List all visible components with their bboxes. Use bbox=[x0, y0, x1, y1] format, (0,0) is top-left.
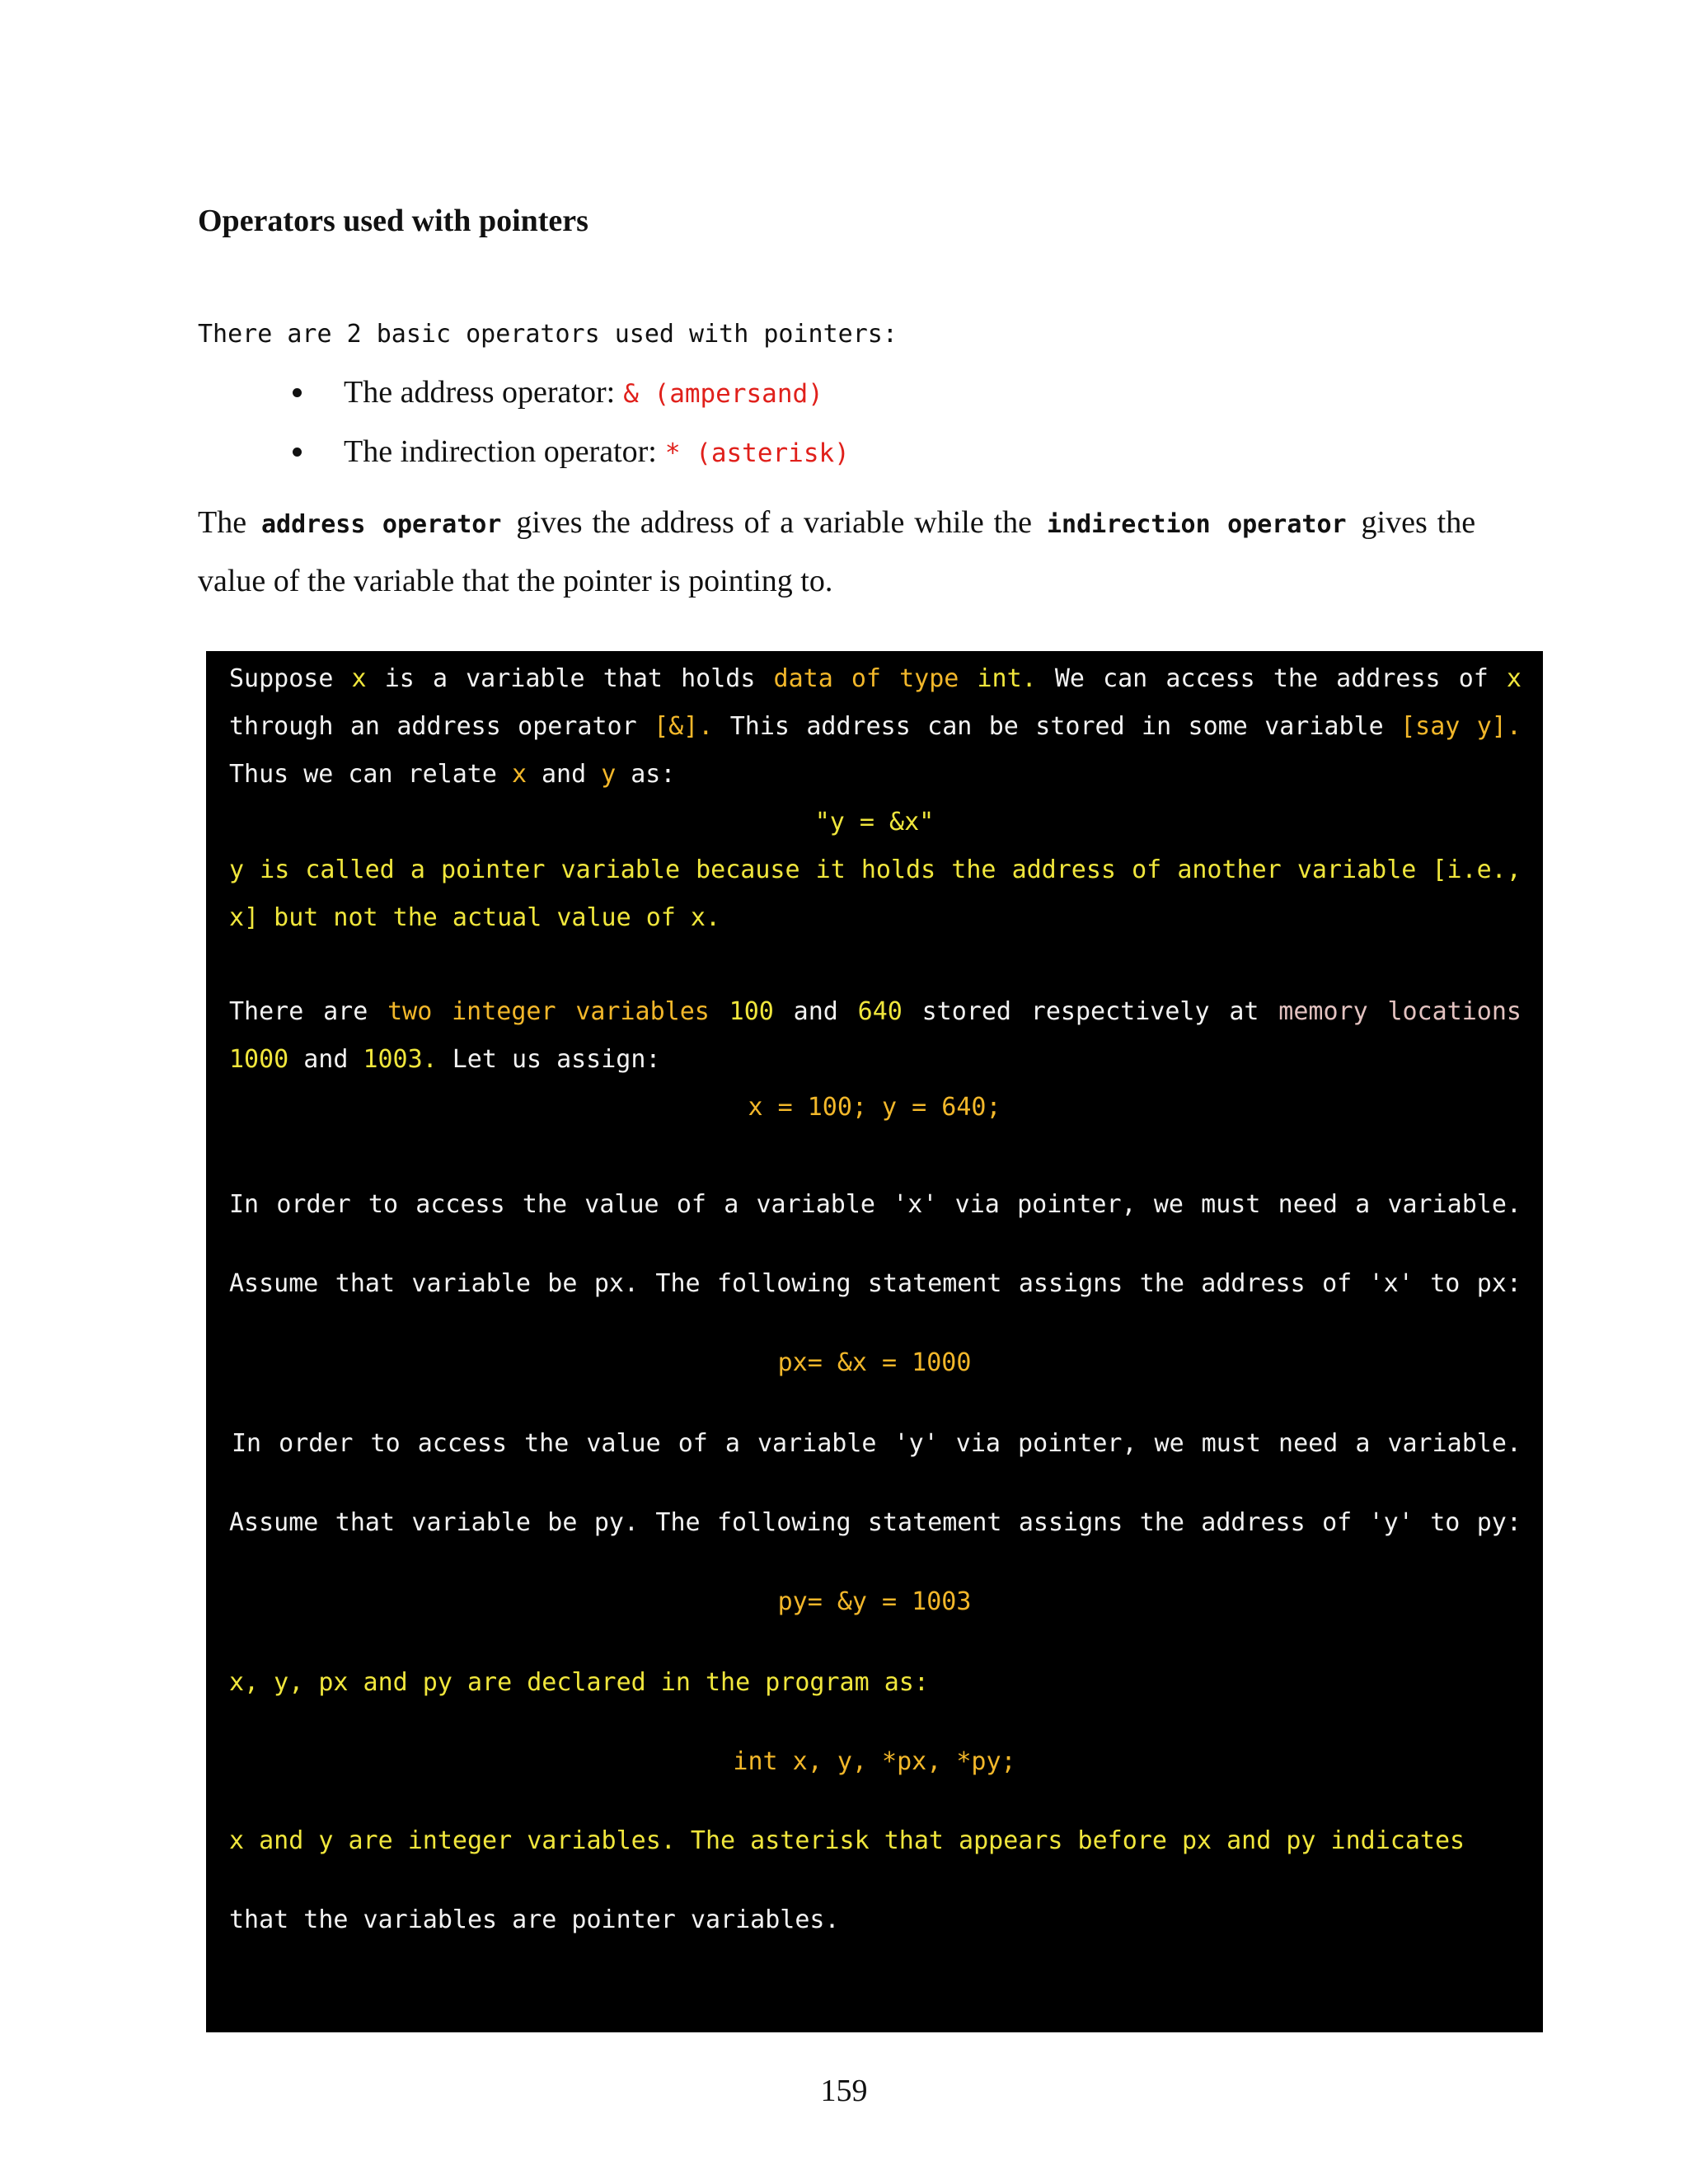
word: need bbox=[1278, 1429, 1339, 1458]
word: can bbox=[927, 712, 973, 741]
word: stored bbox=[1035, 712, 1125, 741]
code-line-3 bbox=[229, 758, 1522, 791]
code-line-8 bbox=[229, 1188, 1522, 1221]
list-item-code: & (ampersand) bbox=[623, 379, 823, 409]
word: a bbox=[1355, 1429, 1371, 1458]
code-line-4 bbox=[229, 854, 1522, 887]
list-item-text: The indirection operator: bbox=[344, 434, 657, 469]
word: [i.e., bbox=[1432, 855, 1522, 884]
code-line-2 bbox=[229, 710, 1522, 743]
word: is bbox=[384, 664, 415, 693]
code-line-5: x] but not the actual value of x. bbox=[229, 903, 721, 932]
page-number: 159 bbox=[820, 2074, 868, 2108]
word: 640 bbox=[857, 997, 903, 1026]
word: integer bbox=[452, 997, 556, 1026]
word: memory bbox=[1278, 997, 1368, 1026]
expression-declaration: int x, y, *px, *py; bbox=[733, 1747, 1016, 1776]
code-line-10 bbox=[232, 1427, 1522, 1460]
expression-y-equals-address-x: "y = &x" bbox=[814, 808, 935, 837]
word: variables bbox=[575, 997, 710, 1026]
paragraph-text: gives the address of a variable while the bbox=[516, 505, 1033, 540]
bullet-icon bbox=[293, 388, 302, 397]
word: [&]. bbox=[654, 712, 714, 741]
word: 100 bbox=[729, 997, 774, 1026]
word: the bbox=[951, 855, 996, 884]
list-item-code: * (asterisk) bbox=[664, 438, 850, 468]
word: are bbox=[323, 997, 368, 1026]
word: holds bbox=[860, 855, 936, 884]
word: because bbox=[696, 855, 800, 884]
word: Assume bbox=[229, 1508, 319, 1537]
word: 'x' bbox=[893, 1190, 938, 1219]
word: py. bbox=[593, 1508, 639, 1537]
word: and bbox=[542, 760, 587, 789]
word: address bbox=[396, 712, 501, 741]
word: a bbox=[432, 664, 448, 693]
word: variable bbox=[757, 1429, 877, 1458]
word: of bbox=[678, 1429, 708, 1458]
word: holds bbox=[681, 664, 756, 693]
word: a bbox=[724, 1429, 740, 1458]
word: y bbox=[601, 760, 617, 789]
word: is bbox=[260, 855, 290, 884]
word: 'y' bbox=[1368, 1508, 1414, 1537]
word: assigns bbox=[1018, 1508, 1123, 1537]
word: variable bbox=[411, 1269, 531, 1298]
word: that bbox=[335, 1508, 396, 1537]
word: called bbox=[305, 855, 395, 884]
word: be bbox=[988, 712, 1019, 741]
word: that bbox=[335, 1269, 396, 1298]
code-line-9 bbox=[229, 1268, 1522, 1301]
word: respectively bbox=[1030, 997, 1210, 1026]
word: be bbox=[547, 1269, 578, 1298]
word: Let bbox=[452, 1045, 497, 1074]
word: the bbox=[524, 1429, 570, 1458]
word: as: bbox=[631, 760, 676, 789]
word: int. bbox=[977, 664, 1037, 693]
word: px. bbox=[593, 1269, 639, 1298]
word: variable bbox=[411, 1508, 531, 1537]
word: address bbox=[1201, 1269, 1306, 1298]
word: order bbox=[276, 1190, 351, 1219]
word: [say bbox=[1400, 712, 1461, 741]
word: y bbox=[229, 855, 245, 884]
code-line-13: x and y are integer variables. The asterisk that appears before px and py indicates bbox=[229, 1826, 1465, 1855]
word: via bbox=[954, 1190, 1000, 1219]
expression-py: py= &y = 1003 bbox=[777, 1587, 972, 1616]
word: the bbox=[1139, 1269, 1184, 1298]
word: must bbox=[1201, 1429, 1261, 1458]
word: type bbox=[899, 664, 959, 693]
word: be bbox=[547, 1508, 578, 1537]
section-heading: Operators used with pointers bbox=[198, 204, 588, 238]
word: We bbox=[1054, 664, 1085, 693]
word: 1000 bbox=[229, 1045, 289, 1074]
word: the bbox=[1273, 664, 1319, 693]
word: pointer bbox=[441, 855, 546, 884]
word: There bbox=[229, 997, 304, 1026]
code-line-1 bbox=[229, 663, 1522, 696]
word: the bbox=[1139, 1508, 1184, 1537]
word: another bbox=[1177, 855, 1282, 884]
word: Thus bbox=[229, 760, 289, 789]
word: In bbox=[232, 1429, 262, 1458]
word: of bbox=[1322, 1269, 1353, 1298]
word: assigns bbox=[1018, 1269, 1123, 1298]
word: 'y' bbox=[893, 1429, 939, 1458]
word: The bbox=[655, 1269, 701, 1298]
word: need bbox=[1278, 1190, 1338, 1219]
word: of bbox=[851, 664, 881, 693]
word: py: bbox=[1476, 1508, 1522, 1537]
word: access bbox=[417, 1429, 508, 1458]
word: of bbox=[1322, 1508, 1353, 1537]
code-example-box bbox=[206, 651, 1543, 2032]
word: x bbox=[1506, 664, 1522, 693]
word: pointer, bbox=[1018, 1429, 1137, 1458]
word: two bbox=[387, 997, 433, 1026]
address-operator-term: address operator bbox=[261, 510, 502, 539]
word: through bbox=[229, 712, 334, 741]
code-line-11 bbox=[229, 1507, 1522, 1540]
word: of bbox=[1132, 855, 1162, 884]
word: x bbox=[511, 760, 527, 789]
word: a bbox=[410, 855, 425, 884]
word: statement bbox=[867, 1508, 1002, 1537]
word: that bbox=[603, 664, 663, 693]
word: variable bbox=[466, 664, 585, 693]
explanation-paragraph bbox=[198, 494, 1475, 609]
word: locations bbox=[1387, 997, 1522, 1026]
word: an bbox=[349, 712, 380, 741]
code-line-14: that the variables are pointer variables. bbox=[229, 1905, 840, 1934]
intro-line: There are 2 basic operators used with pointers: bbox=[198, 320, 898, 349]
word: assign: bbox=[556, 1045, 661, 1074]
word: variable bbox=[1264, 712, 1384, 741]
word: of bbox=[676, 1190, 706, 1219]
word: access bbox=[415, 1190, 505, 1219]
indirection-operator-term: indirection operator bbox=[1046, 510, 1347, 539]
word: variable. bbox=[1387, 1429, 1522, 1458]
list-item-text: The address operator: bbox=[344, 375, 616, 410]
word: we bbox=[303, 760, 334, 789]
paragraph-text: gives the value of the variable that the pointer is pointing to. bbox=[198, 505, 1476, 598]
word: following bbox=[716, 1508, 851, 1537]
word: to bbox=[368, 1190, 399, 1219]
word: address bbox=[806, 712, 911, 741]
word: to bbox=[1430, 1508, 1461, 1537]
word: operator bbox=[518, 712, 637, 741]
word: we bbox=[1153, 1190, 1184, 1219]
bullet-icon bbox=[293, 448, 302, 457]
word: in bbox=[1142, 712, 1172, 741]
word: can bbox=[1103, 664, 1148, 693]
word: and bbox=[303, 1045, 349, 1074]
word: the bbox=[522, 1190, 568, 1219]
word: Suppose bbox=[229, 664, 334, 693]
operator-list bbox=[293, 363, 850, 481]
word: it bbox=[815, 855, 846, 884]
word: must bbox=[1201, 1190, 1261, 1219]
word: 'x' bbox=[1368, 1269, 1414, 1298]
word: x bbox=[351, 664, 367, 693]
word: variable. bbox=[1387, 1190, 1522, 1219]
word: 1003. bbox=[363, 1045, 438, 1074]
word: address bbox=[1336, 664, 1441, 693]
word: This bbox=[729, 712, 790, 741]
word: Assume bbox=[229, 1269, 319, 1298]
word: a bbox=[1355, 1190, 1371, 1219]
word: variable bbox=[560, 855, 681, 884]
expression-assign-values: x = 100; y = 640; bbox=[748, 1093, 1001, 1122]
word: px: bbox=[1476, 1269, 1522, 1298]
word: us bbox=[511, 1045, 542, 1074]
code-line-12: x, y, px and py are declared in the program as: bbox=[229, 1668, 929, 1697]
word: to bbox=[370, 1429, 401, 1458]
word: value bbox=[584, 1190, 659, 1219]
word: variable bbox=[1296, 855, 1417, 884]
code-line-7 bbox=[229, 1043, 1522, 1076]
expression-px: px= &x = 1000 bbox=[777, 1348, 972, 1377]
word: address bbox=[1201, 1508, 1306, 1537]
word: of bbox=[1458, 664, 1489, 693]
word: data bbox=[773, 664, 833, 693]
word: can bbox=[348, 760, 393, 789]
word: variable bbox=[756, 1190, 875, 1219]
word: value bbox=[586, 1429, 661, 1458]
word: address bbox=[1011, 855, 1116, 884]
word: to bbox=[1430, 1269, 1461, 1298]
word: y]. bbox=[1476, 712, 1522, 741]
list-item bbox=[293, 363, 850, 422]
word: In bbox=[229, 1190, 260, 1219]
code-line-6 bbox=[229, 996, 1522, 1029]
word: some bbox=[1188, 712, 1248, 741]
word: pointer, bbox=[1017, 1190, 1137, 1219]
word: we bbox=[1154, 1429, 1184, 1458]
word: access bbox=[1165, 664, 1255, 693]
word: following bbox=[716, 1269, 851, 1298]
word: statement bbox=[867, 1269, 1002, 1298]
word: via bbox=[955, 1429, 1001, 1458]
word: stored bbox=[921, 997, 1011, 1026]
word: relate bbox=[407, 760, 497, 789]
word: and bbox=[793, 997, 838, 1026]
word: The bbox=[655, 1508, 701, 1537]
word: a bbox=[724, 1190, 739, 1219]
paragraph-text: The bbox=[198, 505, 247, 540]
list-item bbox=[293, 422, 850, 481]
word: order bbox=[279, 1429, 354, 1458]
word: at bbox=[1229, 997, 1259, 1026]
